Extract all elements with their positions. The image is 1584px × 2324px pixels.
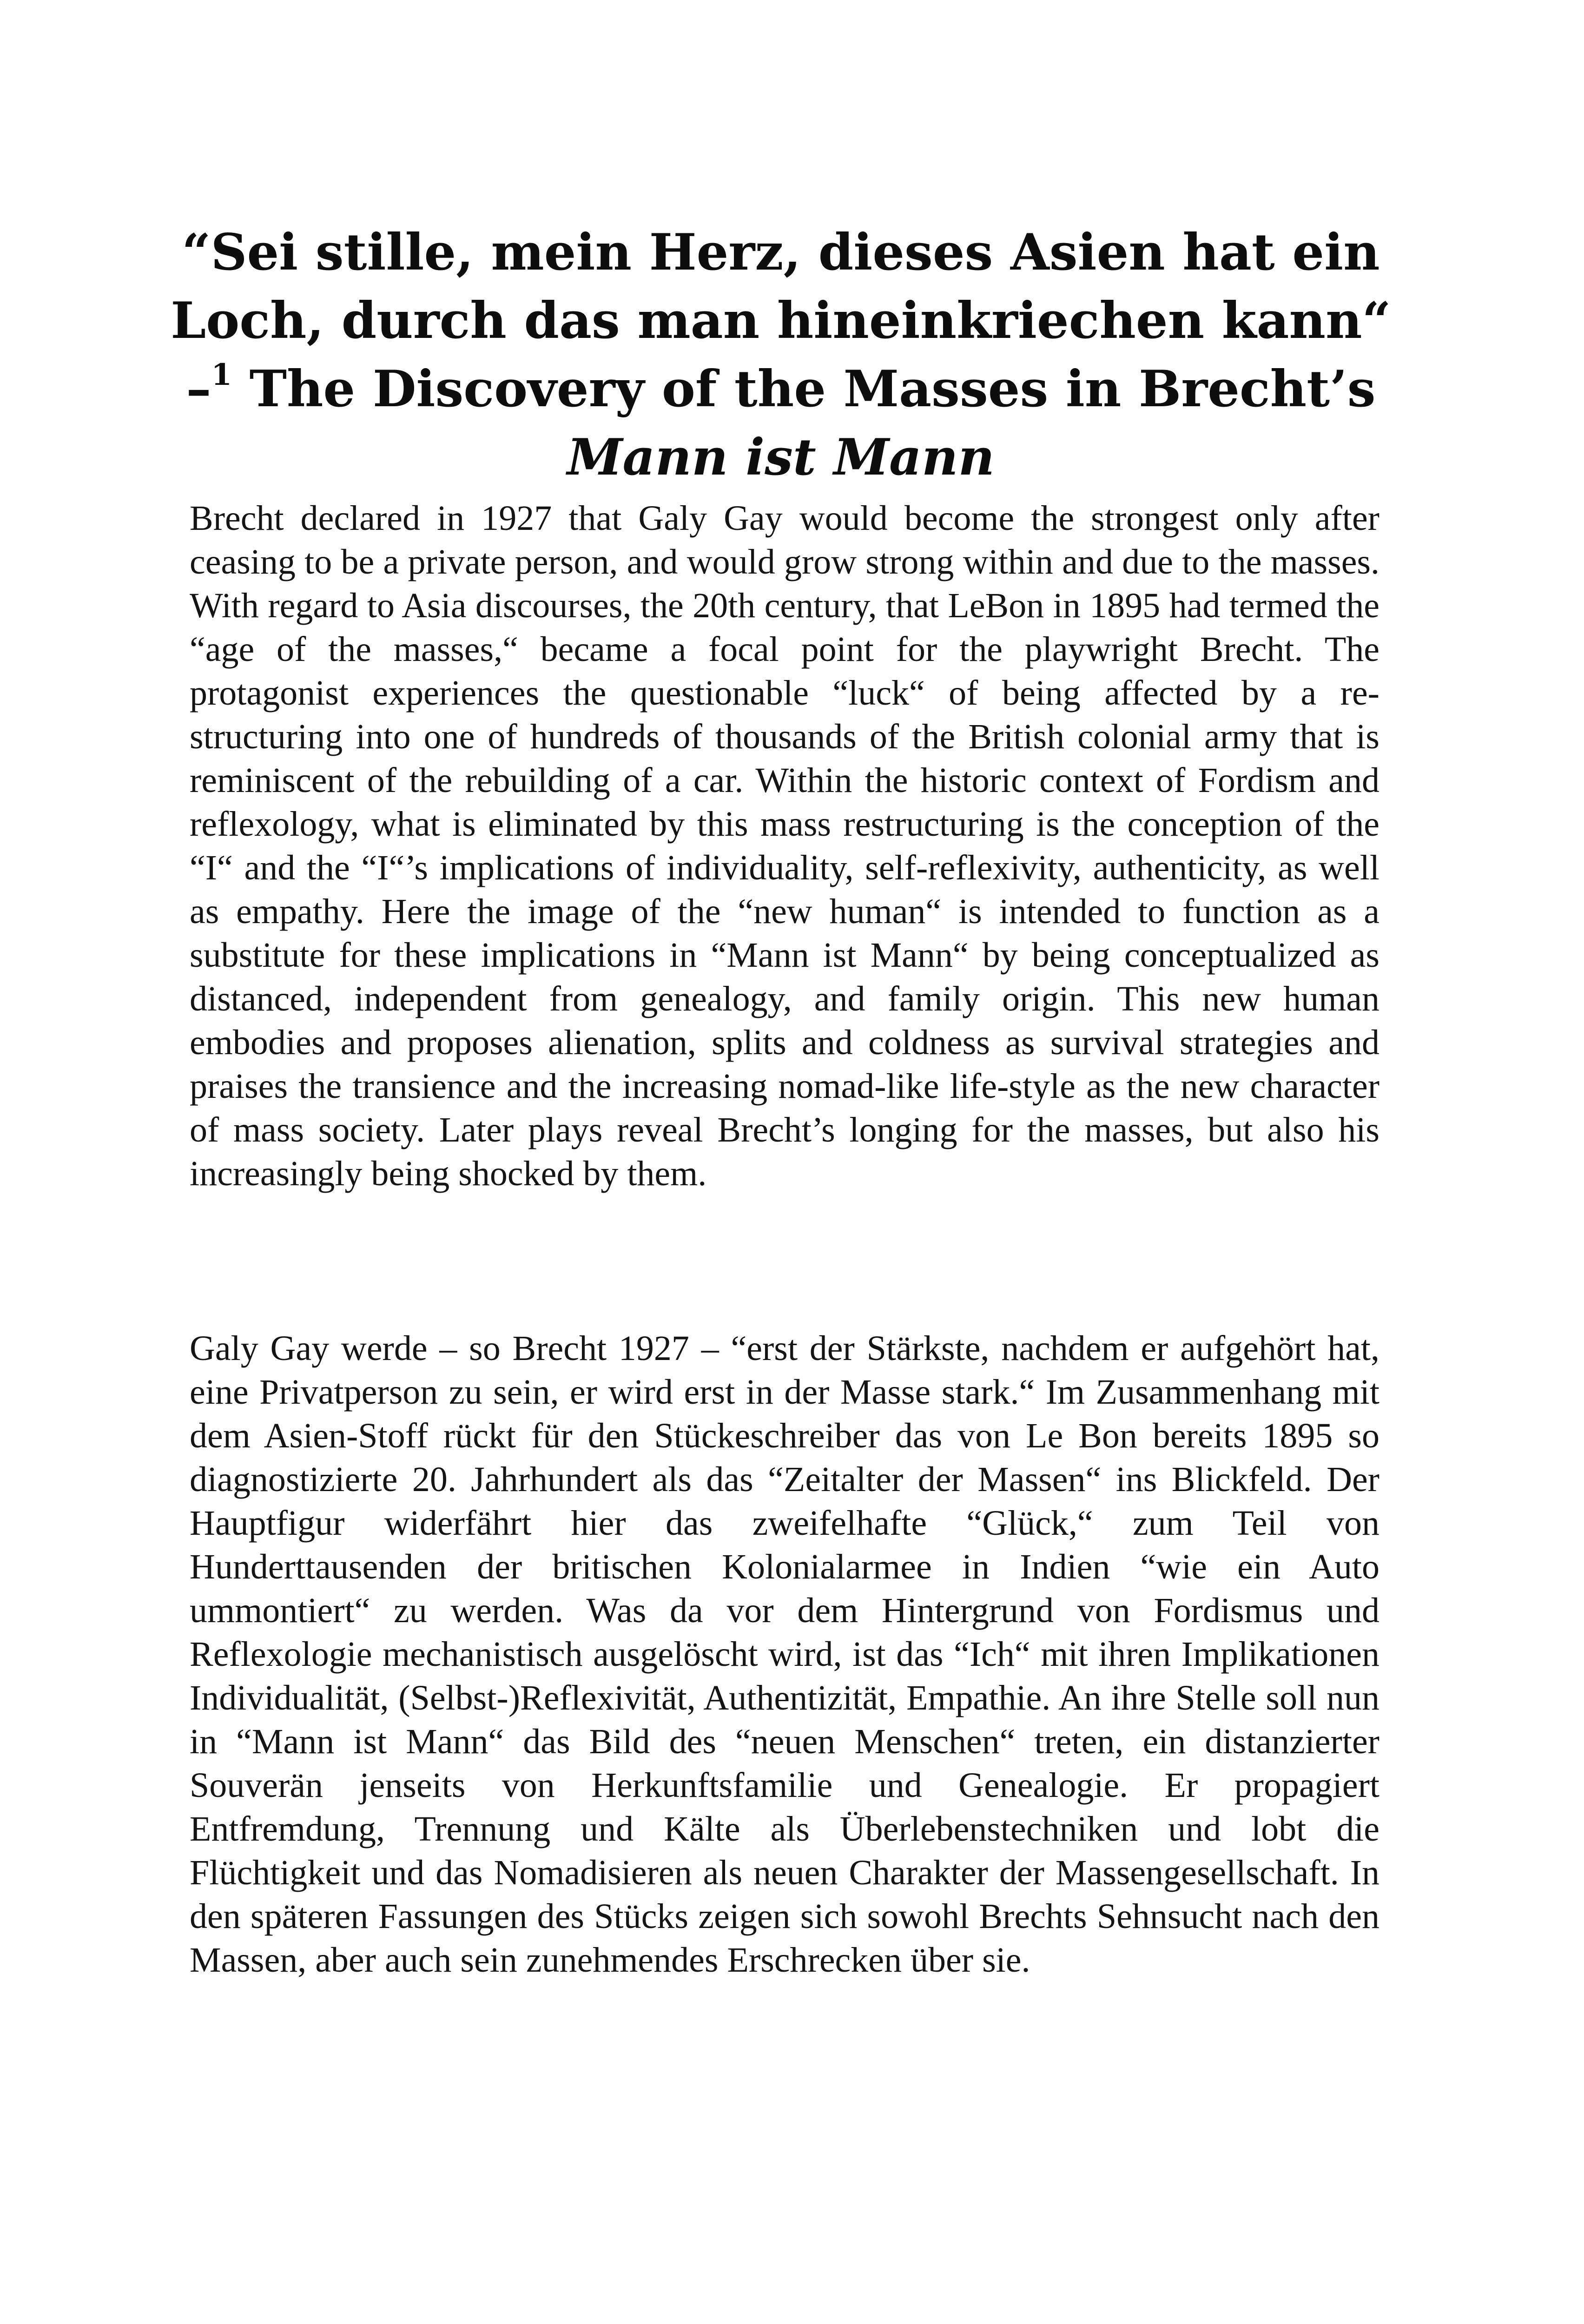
abstract-english: Brecht declared in 1927 that Galy Gay would become the strongest only after ceasing to be a private person, and would grow strong within and due to the masses. With regard to Asia discourses, the 20th century, that LeBon in 1895 had termed the “age of the masses,“ became a focal point for the playwright Brecht. The protagonist experiences the questionable “luck“ of being affected by a re-structuring into one of hundreds of thousands of the British colonial army that is reminiscent of the rebuilding of a car. Within the historic context of Fordism and reflexology, what is eliminated by this mass restructuring is the conception of the “I“ and the “I“’s implications of individuality, self-reflexivity, authenticity, as well as empathy. Here the image of the “new human“ is intended to function as a substitute for these implications in “Mann ist Mann“ by being conceptualized as distanced, independent from genealogy, and family origin. This new human embodies and proposes alienation, splits and coldness as survival strategies and praises the transience and the increasing nomad-like life-style as the new character of mass society. Later plays reveal Brecht’s longing for the masses, but also his increasingly being shocked by them. [190,499,1379,1193]
title-english: The Discovery of the Masses in Brecht’s [232,360,1376,418]
footnote-marker[interactable]: 1 [211,357,232,392]
title-german-quote: “Sei stille, mein Herz, dieses Asien hat ein Loch, durch das man hineinkriechen kann“ – [171,223,1391,418]
title-play-name: Mann ist Mann [567,428,995,487]
abstract-german: Galy Gay werde – so Brecht 1927 – “erst der Stärkste, nachdem er aufgehört hat, eine Privatperson zu sein, er wird erst in der Masse stark.“ Im Zusammenhang mit dem Asien-Stoff rückt für den Stückeschreiber das von Le Bon bereits 1895 so diagnostizierte 20. Jahrhundert als das “Zeitalter der Massen“ ins Blickfeld. Der Hauptfigur widerfährt hier das zweifelhafte “Glück,“ zum Teil von Hunderttausenden der britischen Kolonialarmee in Indien “wie ein Auto ummontiert“ zu werden. Was da vor dem Hintergrund von Fordismus und Reflexologie mechanistisch ausgelöscht wird, ist das “Ich“ mit ihren Implikationen Individualität, (Selbst-)Reflexivität, Authentizität, Empathie. An ihre Stelle soll nun in “Mann ist Mann“ das Bild des “neuen Menschen“ treten, ein distanzierter Souverän jenseits von Herkunftsfamilie und Genealogie. Er propagiert Entfremdung, Trennung und Kälte als Überlebenstechniken und lobt die Flüchtigkeit und das Nomadisieren als neuen Charakter der Massengesellschaft. In den späteren Fassungen des Stücks zeigen sich sowohl Brechts Sehnsucht nach den Massen, aber auch sein zunehmendes Erschrecken über sie. [190,1329,1379,1980]
article-title [153,218,1408,492]
